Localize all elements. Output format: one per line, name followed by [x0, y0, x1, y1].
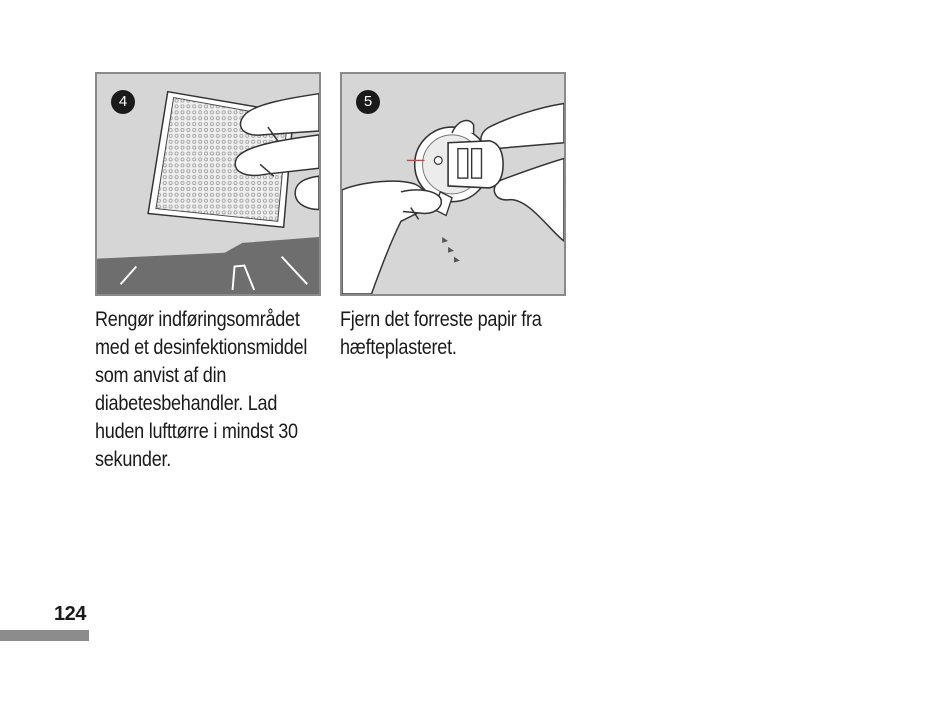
- page-bar: [0, 630, 89, 641]
- finger-right-bottom: [494, 158, 564, 240]
- step-4-caption: Rengør indføringsområdet med et desinfektionsmiddel som anvist af din diabetesbehandler. Lad huden lufttørre i mindst 30 sekunder.: [95, 308, 308, 471]
- step-5: [340, 72, 570, 362]
- arrow-down-icon: [442, 237, 448, 243]
- step-4-illustration: [95, 72, 321, 296]
- step-4: [95, 72, 325, 474]
- shirt-shape: [97, 237, 319, 294]
- step-5-illustration: [340, 72, 566, 296]
- step-number-badge: 5: [356, 90, 380, 114]
- finger-lower: [295, 176, 319, 209]
- finger-top: [240, 94, 319, 136]
- step-5-caption: Fjern det forreste papir fra hæfteplasteret.: [340, 308, 542, 359]
- step-number-badge: 4: [111, 90, 135, 114]
- page-number: 124: [54, 603, 86, 625]
